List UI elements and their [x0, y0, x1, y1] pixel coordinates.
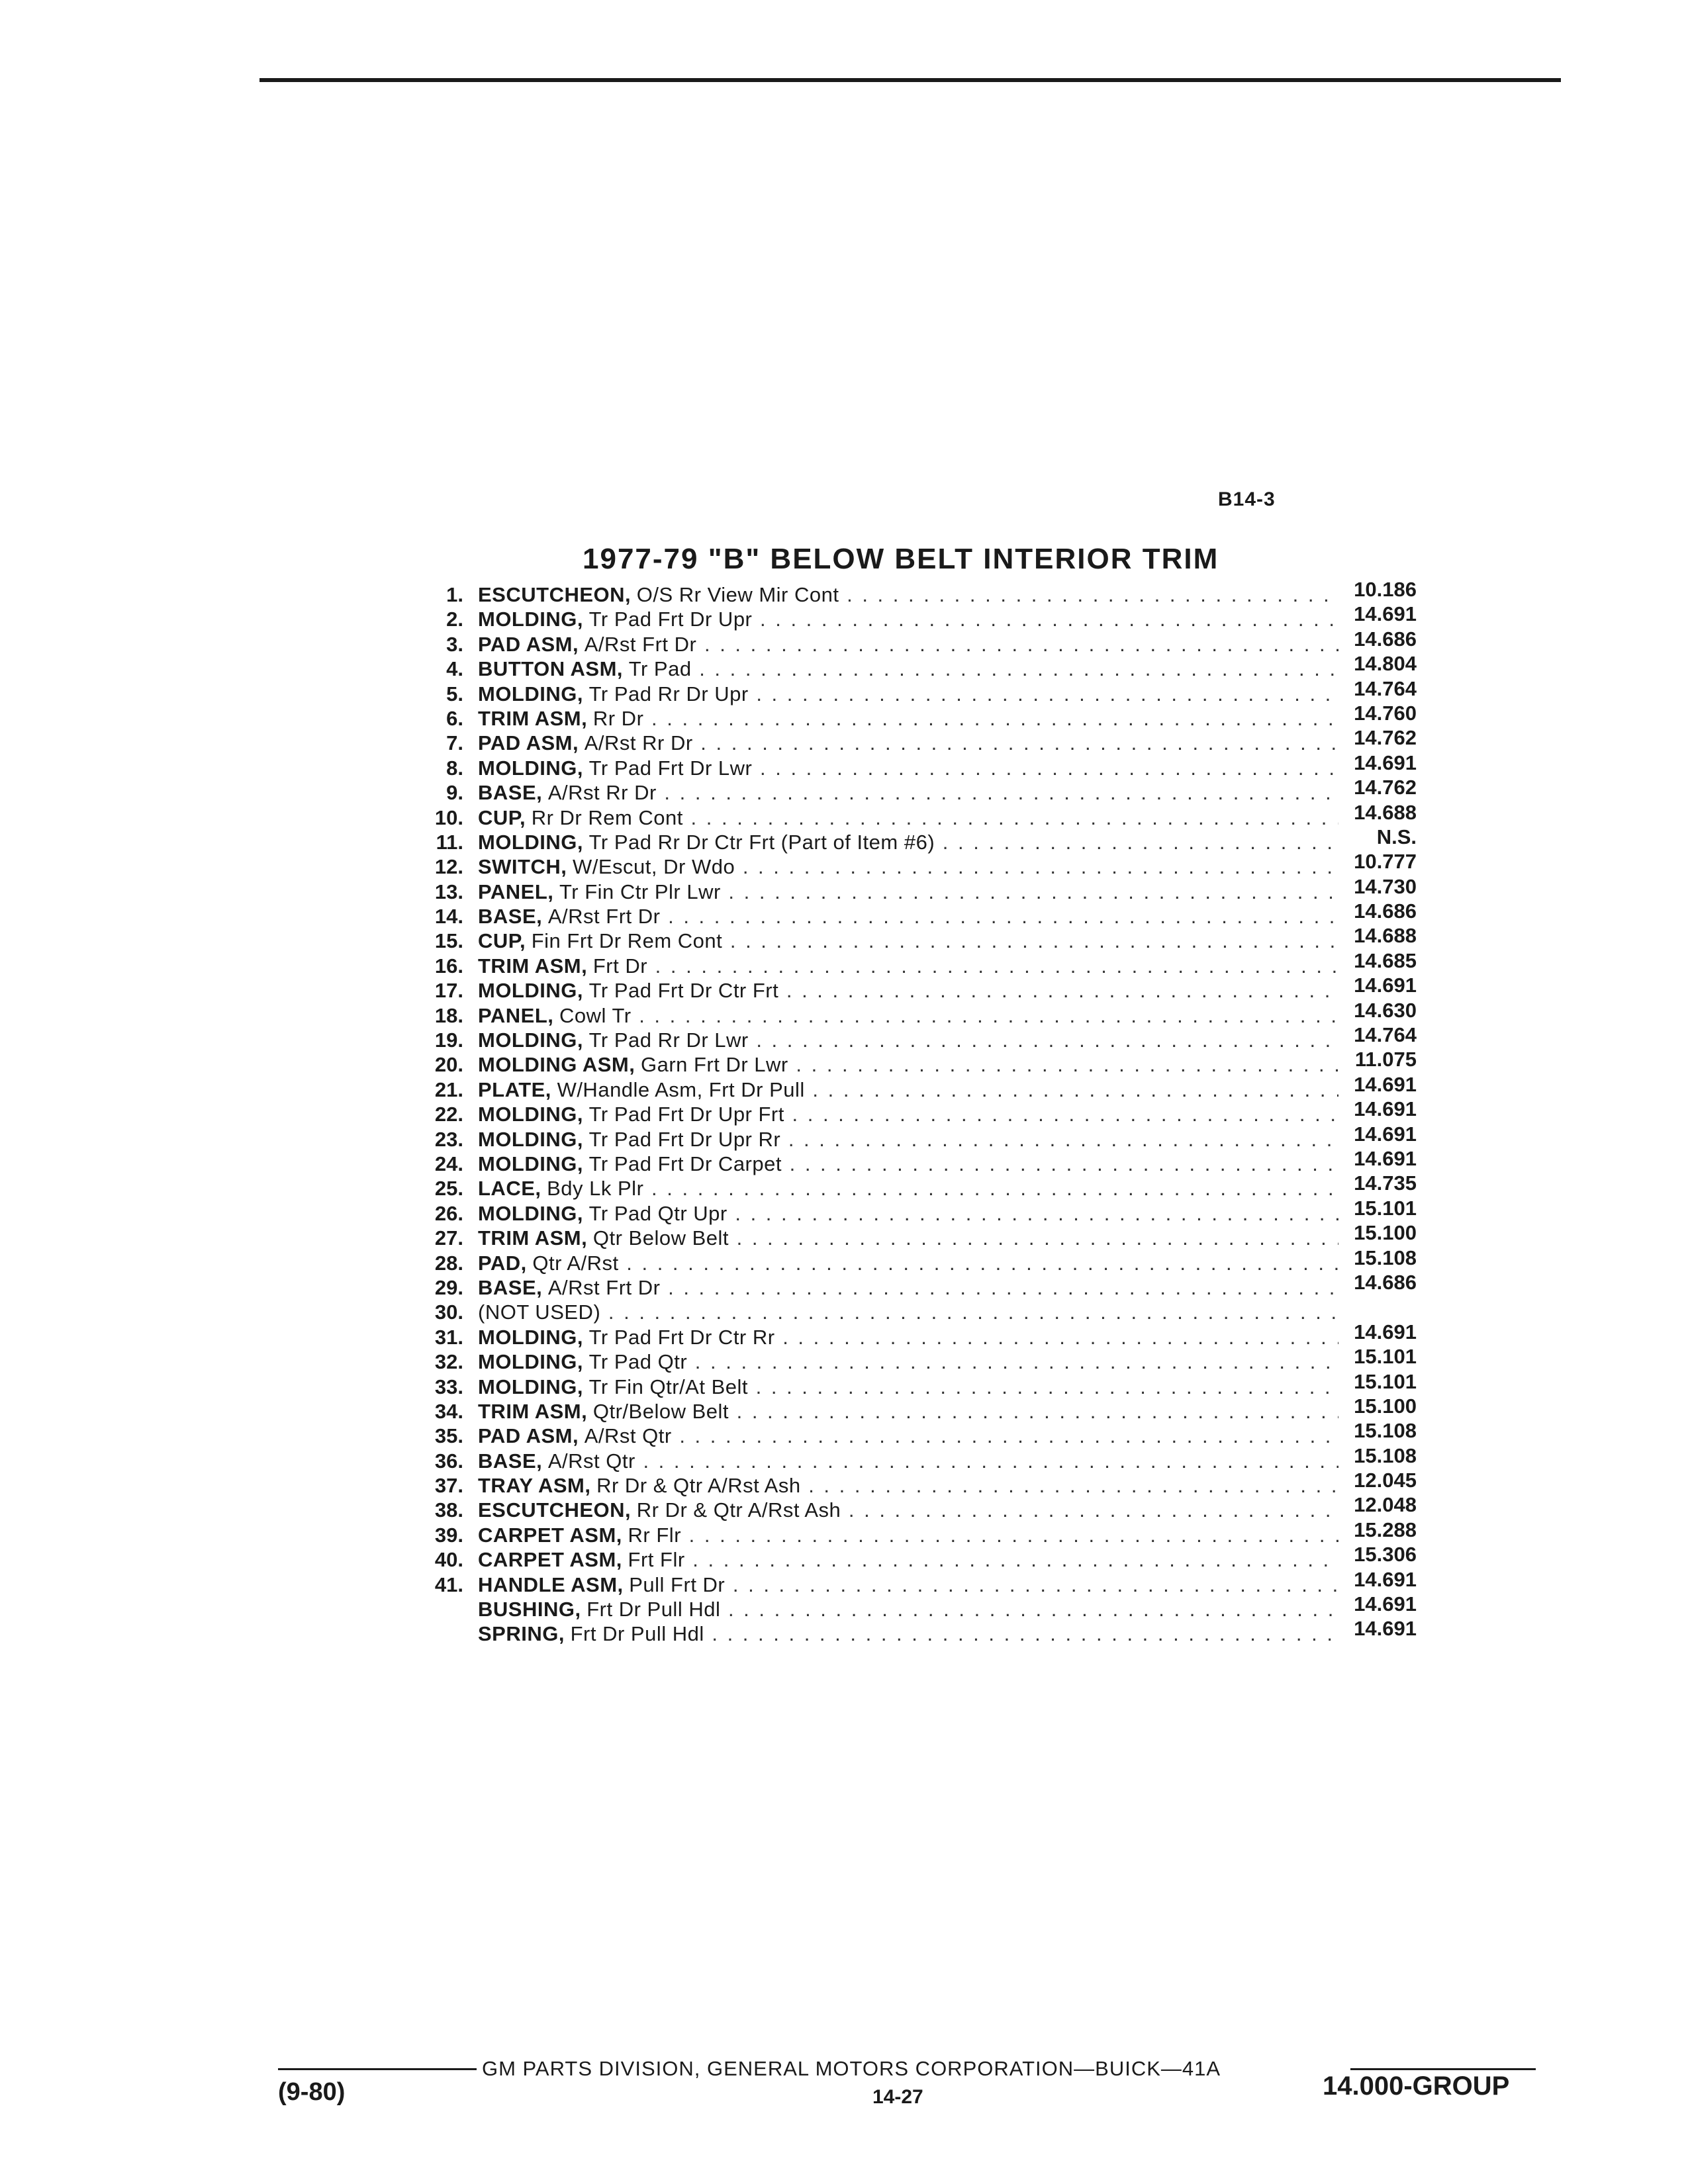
- list-item: [410, 1543, 1417, 1572]
- item-part-name: BUSHING,: [478, 1598, 581, 1621]
- item-part-name: TRIM ASM,: [478, 1399, 588, 1423]
- list-item: [410, 1023, 1417, 1052]
- page-title: 1977-79 "B" BELOW BELT INTERIOR TRIM: [583, 543, 1219, 575]
- item-part-name: PANEL,: [478, 880, 554, 903]
- item-part-name: MOLDING,: [478, 1375, 583, 1398]
- item-part-name: BUTTON ASM,: [478, 657, 624, 681]
- item-description: [478, 978, 1338, 1003]
- item-part-name: MOLDING,: [478, 1152, 583, 1175]
- item-part-detail: Tr Pad Frt Dr Ctr Frt: [588, 979, 779, 1003]
- list-item: [410, 1493, 1417, 1522]
- item-part-name: CARPET ASM,: [478, 1548, 622, 1572]
- item-part-name: MOLDING,: [478, 1127, 583, 1151]
- item-description: [478, 929, 1338, 953]
- item-group-number: 14.762: [1354, 726, 1417, 750]
- item-group-number: 14.804: [1354, 652, 1417, 676]
- item-part-name: PAD,: [478, 1251, 527, 1275]
- item-part-detail: Rr Dr Rem Cont: [531, 805, 683, 829]
- item-group-number: 14.691: [1354, 1567, 1417, 1591]
- list-item: [410, 998, 1417, 1028]
- page-code: B14-3: [1218, 488, 1276, 510]
- list-item: [410, 1072, 1417, 1102]
- item-number: 8.: [446, 756, 463, 780]
- item-description: [478, 1028, 1338, 1052]
- item-description: [478, 805, 1338, 830]
- list-item: [410, 1221, 1417, 1250]
- item-group-number: 15.108: [1354, 1443, 1417, 1467]
- item-part-name: BASE,: [478, 1449, 543, 1473]
- item-part-name: CARPET ASM,: [478, 1523, 622, 1547]
- item-group-number: 14.691: [1354, 1146, 1417, 1170]
- item-number: 40.: [434, 1548, 463, 1572]
- item-group-number: 15.108: [1354, 1246, 1417, 1269]
- item-part-name: ESCUTCHEON,: [478, 583, 632, 606]
- item-part-name: MOLDING ASM,: [478, 1053, 635, 1077]
- item-part-name: SWITCH,: [478, 855, 567, 879]
- item-number: 20.: [434, 1053, 463, 1077]
- item-description: [478, 756, 1338, 780]
- item-number: 33.: [434, 1375, 463, 1398]
- footer-page-number: 14-27: [872, 2086, 923, 2108]
- item-description: [478, 607, 1338, 631]
- item-description: [478, 1349, 1338, 1374]
- item-part-detail: Tr Pad Frt Dr Lwr: [588, 756, 753, 780]
- item-number: 1.: [446, 583, 463, 606]
- item-part-detail: Tr Pad Qtr: [588, 1350, 688, 1374]
- list-item: [410, 602, 1417, 631]
- item-part-name: CUP,: [478, 929, 526, 953]
- item-description: [478, 1201, 1338, 1226]
- item-number: 21.: [434, 1077, 463, 1101]
- item-part-detail: Qtr Below Belt: [592, 1226, 729, 1250]
- item-description: [478, 1127, 1338, 1152]
- item-part-detail: A/Rst Frt Dr: [547, 905, 661, 929]
- list-item: [410, 1122, 1417, 1152]
- item-description: [478, 582, 1338, 607]
- top-rule: [259, 78, 1561, 82]
- list-item: [410, 726, 1417, 755]
- item-description: [478, 1523, 1338, 1547]
- item-description: [478, 854, 1338, 879]
- item-group-number: 14.688: [1354, 924, 1417, 948]
- item-number: 22.: [434, 1103, 463, 1126]
- item-group-number: 15.101: [1354, 1196, 1417, 1220]
- item-description: [478, 1052, 1338, 1077]
- item-description: [478, 1077, 1338, 1102]
- list-item: [410, 1419, 1417, 1448]
- list-item: [410, 1567, 1417, 1597]
- item-part-detail: Tr Pad Rr Dr Lwr: [588, 1028, 749, 1052]
- item-number: 11.: [436, 830, 463, 854]
- item-part-name: MOLDING,: [478, 1028, 583, 1052]
- item-description: [478, 632, 1338, 657]
- footer-group: 14.000-GROUP: [1323, 2071, 1510, 2101]
- item-group-number: 14.686: [1354, 627, 1417, 651]
- item-part-name: MOLDING,: [478, 979, 583, 1003]
- item-part-detail: Frt Dr Pull Hdl: [586, 1598, 721, 1621]
- item-part-detail: Tr Pad Frt Dr Carpet: [588, 1152, 782, 1175]
- item-part-detail: Frt Dr Pull Hdl: [570, 1622, 704, 1646]
- item-description: [478, 1226, 1338, 1250]
- item-description: [478, 1375, 1338, 1399]
- item-number: 12.: [434, 855, 463, 879]
- item-group-number: 14.691: [1354, 1097, 1417, 1121]
- item-number: 23.: [434, 1127, 463, 1151]
- item-part-detail: Tr Fin Qtr/At Belt: [588, 1375, 749, 1398]
- item-part-detail: Tr Pad: [628, 657, 692, 681]
- list-item: [410, 1592, 1417, 1621]
- item-description: [478, 1498, 1338, 1522]
- item-part-detail: O/S Rr View Mir Cont: [636, 583, 839, 606]
- item-number: 28.: [434, 1251, 463, 1275]
- item-number: 13.: [434, 880, 463, 903]
- item-group-number: 14.764: [1354, 676, 1417, 700]
- item-description: [478, 731, 1338, 755]
- item-part-detail: Garn Frt Dr Lwr: [640, 1053, 788, 1077]
- item-number: 4.: [446, 657, 463, 681]
- item-part-detail: Tr Pad Rr Dr Upr: [588, 682, 749, 705]
- item-number: 16.: [434, 954, 463, 978]
- item-number: 3.: [446, 632, 463, 656]
- item-description: [478, 780, 1338, 805]
- list-item: [410, 1469, 1417, 1498]
- item-number: 38.: [434, 1498, 463, 1522]
- item-part-name: HANDLE ASM,: [478, 1572, 624, 1596]
- item-part-name: TRIM ASM,: [478, 1226, 588, 1250]
- item-description: [478, 1003, 1338, 1028]
- list-item: [410, 825, 1417, 854]
- item-part-detail: Tr Pad Rr Dr Ctr Frt (Part of Item #6): [588, 830, 935, 854]
- item-part-detail: Rr Dr & Qtr A/Rst Ash: [596, 1474, 801, 1498]
- item-part-detail: Rr Dr: [592, 706, 644, 730]
- item-group-number: 15.108: [1354, 1419, 1417, 1443]
- item-group-number: 10.777: [1354, 850, 1417, 874]
- item-description: [478, 1102, 1338, 1126]
- item-group-number: 14.691: [1354, 602, 1417, 626]
- item-part-detail: A/Rst Frt Dr: [547, 1275, 661, 1299]
- list-item: [410, 899, 1417, 929]
- list-item: [410, 800, 1417, 830]
- item-part-detail: (NOT USED): [478, 1300, 601, 1324]
- item-part-name: PAD ASM,: [478, 1424, 579, 1448]
- list-item: [410, 974, 1417, 1003]
- list-item: [410, 1369, 1417, 1399]
- item-number: 9.: [446, 781, 463, 805]
- item-description: [478, 904, 1338, 929]
- item-description: [478, 830, 1338, 854]
- item-number: 24.: [434, 1152, 463, 1175]
- item-group-number: N.S.: [1376, 825, 1417, 848]
- item-part-name: SPRING,: [478, 1622, 565, 1646]
- item-part-detail: A/Rst Qtr: [547, 1449, 635, 1473]
- item-group-number: 15.100: [1354, 1221, 1417, 1245]
- item-number: 10.: [434, 805, 463, 829]
- item-group-number: 14.760: [1354, 701, 1417, 725]
- item-group-number: 15.101: [1354, 1345, 1417, 1369]
- item-group-number: 15.306: [1354, 1543, 1417, 1567]
- list-item: [410, 850, 1417, 879]
- item-number: 7.: [446, 731, 463, 755]
- item-part-name: LACE,: [478, 1177, 541, 1201]
- list-item: [410, 776, 1417, 805]
- item-number: 27.: [434, 1226, 463, 1250]
- item-part-detail: Tr Fin Ctr Plr Lwr: [559, 880, 721, 903]
- item-group-number: 11.075: [1354, 1048, 1417, 1071]
- item-part-detail: W/Escut, Dr Wdo: [573, 855, 735, 879]
- item-group-number: 14.764: [1354, 1023, 1417, 1047]
- item-part-detail: Frt Dr: [592, 954, 648, 978]
- item-part-name: PANEL,: [478, 1003, 554, 1027]
- item-group-number: 10.186: [1354, 578, 1417, 601]
- item-part-name: CUP,: [478, 805, 526, 829]
- item-part-detail: Rr Flr: [628, 1523, 682, 1547]
- item-group-number: 15.288: [1354, 1518, 1417, 1541]
- item-part-detail: Pull Frt Dr: [629, 1572, 726, 1596]
- item-description: [478, 1275, 1338, 1300]
- item-part-name: MOLDING,: [478, 1325, 583, 1349]
- item-description: [478, 1424, 1338, 1448]
- item-part-detail: Tr Pad Frt Dr Upr Frt: [588, 1103, 784, 1126]
- item-group-number: 14.685: [1354, 948, 1417, 972]
- item-part-name: MOLDING,: [478, 608, 583, 631]
- item-part-detail: Tr Pad Frt Dr Upr: [588, 608, 753, 631]
- item-group-number: 14.686: [1354, 899, 1417, 923]
- item-part-detail: W/Handle Asm, Frt Dr Pull: [557, 1077, 805, 1101]
- list-item: [410, 1617, 1417, 1646]
- item-part-detail: A/Rst Rr Dr: [547, 781, 657, 805]
- footer-rule-left: [278, 2068, 477, 2070]
- item-part-detail: Frt Flr: [628, 1548, 685, 1572]
- list-item: [410, 924, 1417, 953]
- item-group-number: 14.691: [1354, 1072, 1417, 1096]
- item-part-detail: Bdy Lk Plr: [547, 1177, 644, 1201]
- list-item: [410, 1146, 1417, 1176]
- item-number: 31.: [434, 1325, 463, 1349]
- list-item: [410, 627, 1417, 657]
- item-part-detail: A/Rst Rr Dr: [584, 731, 693, 755]
- list-item: [410, 578, 1417, 607]
- item-number: 35.: [434, 1424, 463, 1448]
- item-part-name: ESCUTCHEON,: [478, 1498, 632, 1522]
- list-item: [410, 948, 1417, 978]
- item-description: [478, 1473, 1338, 1498]
- item-number: 26.: [434, 1201, 463, 1225]
- item-description: [478, 1449, 1338, 1473]
- item-number: 5.: [446, 682, 463, 705]
- item-description: [478, 1621, 1338, 1646]
- item-part-name: MOLDING,: [478, 682, 583, 705]
- item-group-number: 12.045: [1354, 1469, 1417, 1492]
- item-part-name: TRIM ASM,: [478, 954, 588, 978]
- item-part-name: PLATE,: [478, 1077, 551, 1101]
- item-group-number: 14.686: [1354, 1270, 1417, 1294]
- item-number: 29.: [434, 1275, 463, 1299]
- list-item: [410, 676, 1417, 706]
- item-group-number: 15.100: [1354, 1394, 1417, 1418]
- item-description: [478, 1597, 1338, 1621]
- item-part-detail: Cowl Tr: [559, 1003, 632, 1027]
- list-item: [410, 1394, 1417, 1424]
- item-group-number: 14.630: [1354, 998, 1417, 1022]
- item-description: [478, 1325, 1338, 1349]
- item-group-number: 15.101: [1354, 1369, 1417, 1393]
- footer-corporation: GM PARTS DIVISION, GENERAL MOTORS CORPORATION—BUICK—41A: [482, 2057, 1221, 2080]
- item-number: 34.: [434, 1399, 463, 1423]
- list-item: [410, 874, 1417, 904]
- item-description: [478, 1251, 1338, 1275]
- item-part-name: MOLDING,: [478, 1350, 583, 1374]
- list-item: [410, 1300, 1417, 1324]
- item-number: 2.: [446, 608, 463, 631]
- item-number: 15.: [434, 929, 463, 953]
- item-group-number: 14.735: [1354, 1171, 1417, 1195]
- list-item: [410, 1196, 1417, 1226]
- item-part-name: MOLDING,: [478, 830, 583, 854]
- item-number: 18.: [434, 1003, 463, 1027]
- footer-rule-right: [1350, 2068, 1536, 2070]
- list-item: [410, 652, 1417, 681]
- item-group-number: 14.688: [1354, 800, 1417, 824]
- item-part-name: MOLDING,: [478, 1103, 583, 1126]
- list-item: [410, 1320, 1417, 1349]
- item-part-name: TRAY ASM,: [478, 1474, 591, 1498]
- item-number: 41.: [434, 1572, 463, 1596]
- item-description: [478, 1547, 1338, 1572]
- item-number: 25.: [434, 1177, 463, 1201]
- item-number: 17.: [434, 979, 463, 1003]
- list-item: [410, 751, 1417, 780]
- item-description: [478, 1152, 1338, 1176]
- item-part-name: TRIM ASM,: [478, 706, 588, 730]
- item-description: [478, 706, 1338, 731]
- list-item: [410, 701, 1417, 731]
- item-part-name: BASE,: [478, 905, 543, 929]
- item-part-detail: Tr Pad Frt Dr Ctr Rr: [588, 1325, 775, 1349]
- item-number: 14.: [434, 905, 463, 929]
- item-number: 32.: [434, 1350, 463, 1374]
- item-part-detail: Tr Pad Frt Dr Upr Rr: [588, 1127, 781, 1151]
- item-part-detail: A/Rst Frt Dr: [584, 632, 697, 656]
- item-number: 19.: [434, 1028, 463, 1052]
- item-group-number: 14.730: [1354, 874, 1417, 898]
- item-group-number: 14.691: [1354, 1592, 1417, 1616]
- item-part-name: PAD ASM,: [478, 632, 579, 656]
- item-part-detail: Qtr/Below Belt: [592, 1399, 729, 1423]
- item-part-detail: A/Rst Qtr: [584, 1424, 672, 1448]
- item-group-number: 14.691: [1354, 974, 1417, 997]
- item-description: [478, 954, 1338, 978]
- item-description: [478, 1300, 1338, 1324]
- list-item: [410, 1518, 1417, 1547]
- item-group-number: 14.691: [1354, 1617, 1417, 1641]
- item-number: 30.: [434, 1300, 463, 1324]
- item-number: 39.: [434, 1523, 463, 1547]
- item-part-name: PAD ASM,: [478, 731, 579, 755]
- item-group-number: 14.762: [1354, 776, 1417, 799]
- item-part-name: BASE,: [478, 781, 543, 805]
- item-number: 36.: [434, 1449, 463, 1473]
- item-part-name: MOLDING,: [478, 1201, 583, 1225]
- item-description: [478, 1399, 1338, 1424]
- item-part-detail: Fin Frt Dr Rem Cont: [531, 929, 723, 953]
- item-description: [478, 657, 1338, 681]
- item-number: 37.: [434, 1474, 463, 1498]
- list-item: [410, 1345, 1417, 1374]
- list-item: [410, 1048, 1417, 1077]
- item-description: [478, 682, 1338, 706]
- parts-list: [410, 578, 1417, 1647]
- list-item: [410, 1246, 1417, 1275]
- footer-date: (9-80): [278, 2078, 346, 2106]
- item-description: [478, 1572, 1338, 1597]
- item-part-name: BASE,: [478, 1275, 543, 1299]
- item-description: [478, 880, 1338, 904]
- list-item: [410, 1171, 1417, 1201]
- item-group-number: 12.048: [1354, 1493, 1417, 1517]
- list-item: [410, 1443, 1417, 1473]
- list-item: [410, 1270, 1417, 1300]
- item-part-detail: Rr Dr & Qtr A/Rst Ash: [636, 1498, 841, 1522]
- list-item: [410, 1097, 1417, 1126]
- item-part-name: MOLDING,: [478, 756, 583, 780]
- item-group-number: 14.691: [1354, 1122, 1417, 1146]
- item-part-detail: Tr Pad Qtr Upr: [588, 1201, 727, 1225]
- item-number: 6.: [446, 706, 463, 730]
- item-group-number: 14.691: [1354, 751, 1417, 774]
- item-part-detail: Qtr A/Rst: [532, 1251, 619, 1275]
- item-description: [478, 1176, 1338, 1201]
- item-group-number: 14.691: [1354, 1320, 1417, 1343]
